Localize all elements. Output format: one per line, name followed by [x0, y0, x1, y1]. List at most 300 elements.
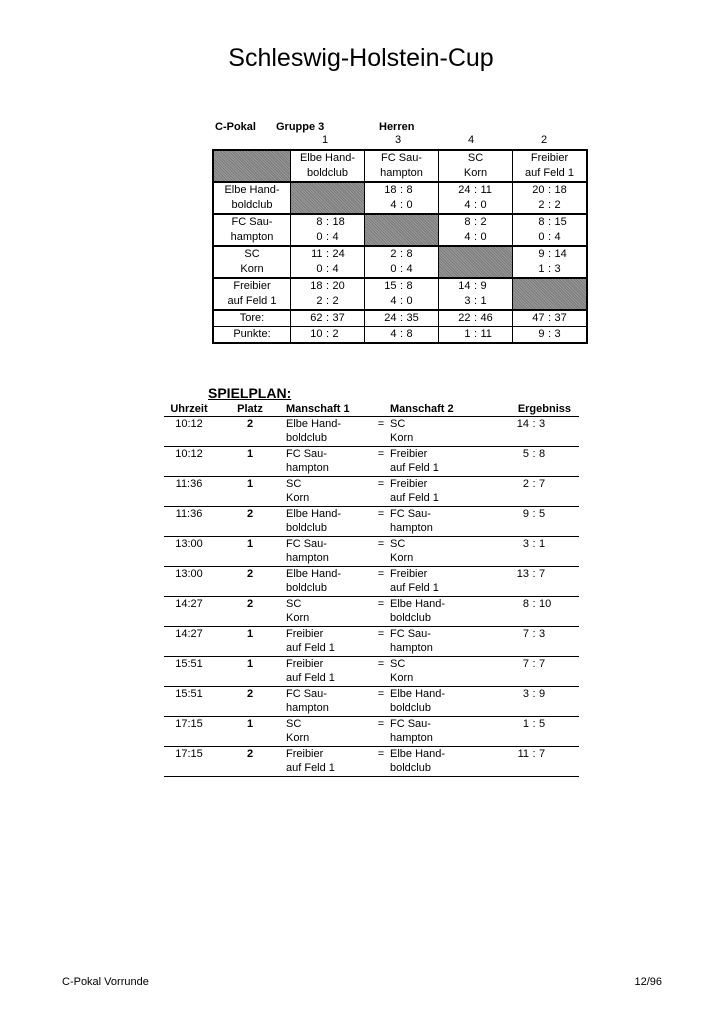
cell-line [286, 717, 372, 731]
team-name: Freibier [286, 658, 324, 670]
game-team2 [390, 597, 476, 627]
platz-number: 2 [540, 134, 548, 146]
game-team1 [286, 747, 372, 777]
shaded-diagonal-cell [513, 278, 588, 310]
score-home: 2 [522, 478, 529, 490]
score-sep: : [532, 628, 536, 640]
team-name: SC [244, 248, 260, 260]
game-team2 [390, 567, 476, 597]
score [451, 198, 501, 213]
score-home: 1 [522, 718, 529, 730]
game-team1 [286, 657, 372, 687]
cross-header-row [213, 150, 587, 182]
score [509, 447, 559, 461]
score-away: 8 [539, 448, 546, 460]
score [451, 215, 501, 230]
team-col-header [513, 150, 588, 182]
team-name: auf Feld 1 [286, 672, 335, 684]
game-time: 10:12 [164, 447, 214, 477]
game-time: 13:00 [164, 567, 214, 597]
cell-line [513, 166, 586, 181]
game-time: 13:00 [164, 537, 214, 567]
game-row [164, 657, 579, 687]
score [509, 717, 559, 731]
game-team1 [286, 447, 372, 477]
score [525, 183, 575, 198]
score [451, 311, 501, 326]
score-sep: : [473, 216, 478, 228]
score [377, 311, 427, 326]
cell-line [365, 247, 438, 262]
score [525, 247, 575, 262]
game-time: 17:15 [164, 747, 214, 777]
score-sep: : [547, 312, 552, 324]
tore-cell [439, 310, 513, 327]
team-name: Korn [390, 672, 414, 684]
game-equals: = [372, 627, 390, 657]
score-home: 4 [464, 231, 471, 243]
game-result [476, 657, 579, 687]
score-home: 14 [516, 418, 529, 430]
cross-team-row [213, 246, 587, 278]
game-row [164, 567, 579, 597]
score-away: 9 [480, 280, 487, 292]
cell-line [390, 551, 476, 565]
cell-line [291, 247, 364, 262]
team-name: Elbe Hand- [390, 748, 446, 760]
cell-line [286, 581, 372, 595]
footer-left: C-Pokal Vorrunde [62, 976, 149, 988]
score-away: 37 [332, 312, 345, 324]
score-sep: : [532, 718, 536, 730]
cell-line [214, 215, 290, 230]
cell-line [214, 247, 290, 262]
score-away: 8 [406, 248, 413, 260]
score-home: 24 [458, 184, 471, 196]
game-row [164, 447, 579, 477]
score-away: 20 [332, 280, 345, 292]
score-home: 10 [310, 328, 323, 340]
cell-line [513, 183, 586, 198]
game-team1 [286, 567, 372, 597]
score-away: 2 [332, 328, 339, 340]
score-home: 3 [522, 538, 529, 550]
cell-line [214, 294, 290, 309]
game-equals: = [372, 657, 390, 687]
score [451, 183, 501, 198]
score-away: 2 [332, 295, 339, 307]
team-name: hampton [390, 642, 433, 654]
score-sep: : [532, 418, 536, 430]
team-col-header [365, 150, 439, 182]
team-name: hampton [286, 462, 329, 474]
header-team1: Manschaft 1 [286, 402, 372, 417]
shaded-diagonal-cell [365, 214, 439, 246]
game-time: 11:36 [164, 477, 214, 507]
team-name: auf Feld 1 [286, 642, 335, 654]
team-name: hampton [286, 552, 329, 564]
team-name: hampton [286, 702, 329, 714]
score-home: 7 [522, 658, 529, 670]
cell-line [390, 507, 476, 521]
cell-line [286, 611, 372, 625]
score-away: 8 [406, 328, 413, 340]
cell-line [390, 477, 476, 491]
game-equals: = [372, 537, 390, 567]
team-row-header [213, 214, 291, 246]
game-result [476, 717, 579, 747]
team-name: Elbe Hand- [299, 152, 356, 164]
score-away: 0 [480, 199, 487, 211]
score [303, 247, 353, 262]
cell-line [390, 717, 476, 731]
cell-line [286, 731, 372, 745]
cell-line [390, 537, 476, 551]
cell-line [365, 262, 438, 277]
shaded-diagonal-cell [439, 246, 513, 278]
team-name: Korn [463, 167, 488, 179]
game-time: 14:27 [164, 597, 214, 627]
score-home: 3 [522, 688, 529, 700]
score-home: 8 [464, 216, 471, 228]
score [451, 294, 501, 309]
score-sep: : [532, 688, 536, 700]
score [377, 247, 427, 262]
game-platz: 2 [214, 417, 286, 447]
score-sep: : [399, 280, 404, 292]
cell-line [390, 687, 476, 701]
team-name: FC Sau- [286, 448, 327, 460]
game-team1 [286, 477, 372, 507]
game-platz: 1 [214, 477, 286, 507]
cell-line [390, 567, 476, 581]
cell-line [390, 641, 476, 655]
punkte-row [213, 327, 587, 344]
game-row [164, 687, 579, 717]
score-home: 7 [522, 628, 529, 640]
match-cell [439, 182, 513, 214]
score-home: 4 [464, 199, 471, 211]
team-name: Freibier [286, 628, 324, 640]
score-away: 0 [406, 199, 413, 211]
cell-line [286, 417, 372, 431]
score [377, 279, 427, 294]
score-sep: : [473, 312, 478, 324]
team-name: boldclub [231, 199, 273, 211]
game-team2 [390, 687, 476, 717]
score-home: 2 [316, 295, 323, 307]
score-sep: : [399, 328, 404, 340]
game-platz: 2 [214, 747, 286, 777]
score-home: 62 [310, 312, 323, 324]
team-name: Korn [240, 263, 264, 275]
score-home: 9 [538, 248, 545, 260]
platz-number: 1 [321, 134, 329, 146]
game-team1 [286, 717, 372, 747]
game-result [476, 537, 579, 567]
game-team2 [390, 447, 476, 477]
footer-page-number: 12/96 [634, 976, 662, 988]
cell-line [286, 761, 372, 775]
game-team1 [286, 537, 372, 567]
tore-cell [291, 310, 365, 327]
cell-line [513, 262, 586, 277]
team-name: boldclub [286, 522, 327, 534]
cell-line [365, 183, 438, 198]
game-result [476, 477, 579, 507]
score-sep: : [325, 263, 330, 275]
cell-line [390, 491, 476, 505]
cell-line [513, 198, 586, 213]
cell-line [286, 627, 372, 641]
tore-cell [365, 310, 439, 327]
score-home: 2 [538, 199, 545, 211]
game-team2 [390, 747, 476, 777]
game-result [476, 627, 579, 657]
score-sep: : [547, 216, 552, 228]
match-cell [513, 214, 588, 246]
tore-label: Tore: [213, 310, 291, 327]
score-sep: : [547, 199, 552, 211]
tore-row [213, 310, 587, 327]
team-name: SC [286, 598, 302, 610]
score-sep: : [473, 280, 478, 292]
game-row [164, 597, 579, 627]
score-sep: : [399, 295, 404, 307]
team-name: hampton [230, 231, 274, 243]
cell-line [365, 166, 438, 181]
team-row-header [213, 246, 291, 278]
score-away: 5 [539, 508, 546, 520]
team-name: FC Sau- [286, 538, 327, 550]
score [509, 477, 559, 491]
game-time: 14:27 [164, 627, 214, 657]
score-sep: : [473, 328, 478, 340]
team-name: SC [390, 418, 406, 430]
score-away: 4 [554, 231, 561, 243]
game-team1 [286, 417, 372, 447]
cell-line [214, 262, 290, 277]
score-sep: : [325, 295, 330, 307]
score [451, 230, 501, 245]
cell-line [286, 537, 372, 551]
game-equals: = [372, 747, 390, 777]
team-name: auf Feld 1 [227, 295, 277, 307]
score-home: 14 [458, 280, 471, 292]
score-sep: : [532, 598, 536, 610]
game-row [164, 417, 579, 447]
score-sep: : [547, 184, 552, 196]
score-away: 24 [332, 248, 345, 260]
cell-line [390, 627, 476, 641]
team-name: Elbe Hand- [224, 184, 280, 196]
score [377, 183, 427, 198]
score-away: 2 [480, 216, 487, 228]
score-sep: : [325, 328, 330, 340]
cell-line [291, 262, 364, 277]
tore-cell [513, 310, 588, 327]
team-name: Korn [390, 432, 414, 444]
score-away: 10 [539, 598, 552, 610]
game-team1 [286, 597, 372, 627]
score-home: 18 [310, 280, 323, 292]
team-name: Elbe Hand- [286, 508, 342, 520]
game-equals: = [372, 597, 390, 627]
score-away: 7 [539, 658, 546, 670]
score-sep: : [473, 231, 478, 243]
cell-line [390, 521, 476, 535]
score-away: 35 [406, 312, 419, 324]
score-away: 1 [539, 538, 546, 550]
shaded-diagonal-cell [291, 182, 365, 214]
score [303, 215, 353, 230]
team-row-header [213, 182, 291, 214]
game-team2 [390, 537, 476, 567]
team-name: FC Sau- [390, 508, 431, 520]
score [525, 262, 575, 277]
score-away: 8 [406, 280, 413, 292]
score-away: 1 [480, 295, 487, 307]
score-home: 9 [522, 508, 529, 520]
score [303, 327, 353, 342]
game-result [476, 597, 579, 627]
match-cell [513, 182, 588, 214]
score [509, 537, 559, 551]
game-equals: = [372, 687, 390, 717]
score-home: 4 [390, 328, 397, 340]
cross-team-row [213, 182, 587, 214]
score-away: 9 [539, 688, 546, 700]
cell-line [390, 447, 476, 461]
score-away: 37 [554, 312, 567, 324]
team-name: FC Sau- [381, 152, 422, 164]
score-sep: : [325, 231, 330, 243]
match-cell [439, 214, 513, 246]
cell-line [286, 671, 372, 685]
score-home: 8 [522, 598, 529, 610]
cell-line [286, 567, 372, 581]
score [525, 215, 575, 230]
score [509, 687, 559, 701]
score-home: 18 [384, 184, 397, 196]
cell-line [286, 477, 372, 491]
team-name: auf Feld 1 [286, 762, 335, 774]
score-home: 9 [538, 328, 545, 340]
score-home: 8 [538, 216, 545, 228]
score-home: 1 [464, 328, 471, 340]
game-equals: = [372, 417, 390, 447]
game-platz: 2 [214, 567, 286, 597]
score [509, 597, 559, 611]
team-name: FC Sau- [390, 718, 431, 730]
game-platz: 2 [214, 507, 286, 537]
cell-line [439, 198, 512, 213]
score-sep: : [399, 263, 404, 275]
pokal-label: C-Pokal [215, 121, 256, 133]
team-name: SC [286, 478, 302, 490]
game-platz: 1 [214, 537, 286, 567]
score-sep: : [473, 295, 478, 307]
score [303, 311, 353, 326]
platz-number: 4 [467, 134, 475, 146]
score-away: 18 [332, 216, 345, 228]
game-time: 15:51 [164, 657, 214, 687]
shaded-corner-cell [213, 150, 291, 182]
header-uhrzeit: Uhrzeit [164, 402, 214, 417]
game-time: 10:12 [164, 417, 214, 447]
score [509, 747, 559, 761]
game-team1 [286, 687, 372, 717]
gruppe-label: Gruppe 3 [276, 121, 325, 133]
team-name: FC Sau- [390, 628, 431, 640]
cell-line [291, 166, 364, 181]
score [303, 230, 353, 245]
game-row [164, 717, 579, 747]
score-sep: : [547, 328, 552, 340]
team-name: hampton [390, 522, 433, 534]
team-name: boldclub [286, 432, 327, 444]
score-sep: : [473, 184, 478, 196]
game-result [476, 507, 579, 537]
score [377, 198, 427, 213]
cell-line [286, 431, 372, 445]
team-name: FC Sau- [286, 688, 327, 700]
score [303, 294, 353, 309]
cell-line [439, 215, 512, 230]
score-sep: : [473, 199, 478, 211]
score-away: 7 [539, 748, 546, 760]
match-cell [291, 246, 365, 278]
score [509, 567, 559, 581]
score-away: 14 [554, 248, 567, 260]
cell-line [291, 151, 364, 166]
game-row [164, 627, 579, 657]
punkte-label: Punkte: [213, 327, 291, 344]
score-sep: : [532, 448, 536, 460]
cell-line [513, 215, 586, 230]
team-col-header [291, 150, 365, 182]
score-home: 4 [390, 295, 397, 307]
score [525, 311, 575, 326]
cell-line [214, 183, 290, 198]
cell-line [214, 230, 290, 245]
team-name: SC [390, 658, 406, 670]
cell-line [365, 198, 438, 213]
score-home: 11 [311, 248, 323, 260]
score [525, 230, 575, 245]
score-home: 0 [538, 231, 545, 243]
cell-line [390, 761, 476, 775]
cell-line [214, 279, 290, 294]
game-team2 [390, 477, 476, 507]
team-name: Freibier [286, 748, 324, 760]
team-row-header [213, 278, 291, 310]
team-name: Elbe Hand- [286, 418, 342, 430]
team-name: SC [390, 538, 406, 550]
team-name: boldclub [286, 582, 327, 594]
team-name: auf Feld 1 [390, 462, 439, 474]
game-team2 [390, 417, 476, 447]
punkte-cell [365, 327, 439, 344]
team-col-header [439, 150, 513, 182]
score-home: 20 [532, 184, 545, 196]
team-name: hampton [390, 732, 433, 744]
score [451, 279, 501, 294]
score-home: 15 [384, 280, 397, 292]
platz-number: 3 [394, 134, 402, 146]
game-equals: = [372, 447, 390, 477]
score-away: 11 [480, 328, 492, 340]
